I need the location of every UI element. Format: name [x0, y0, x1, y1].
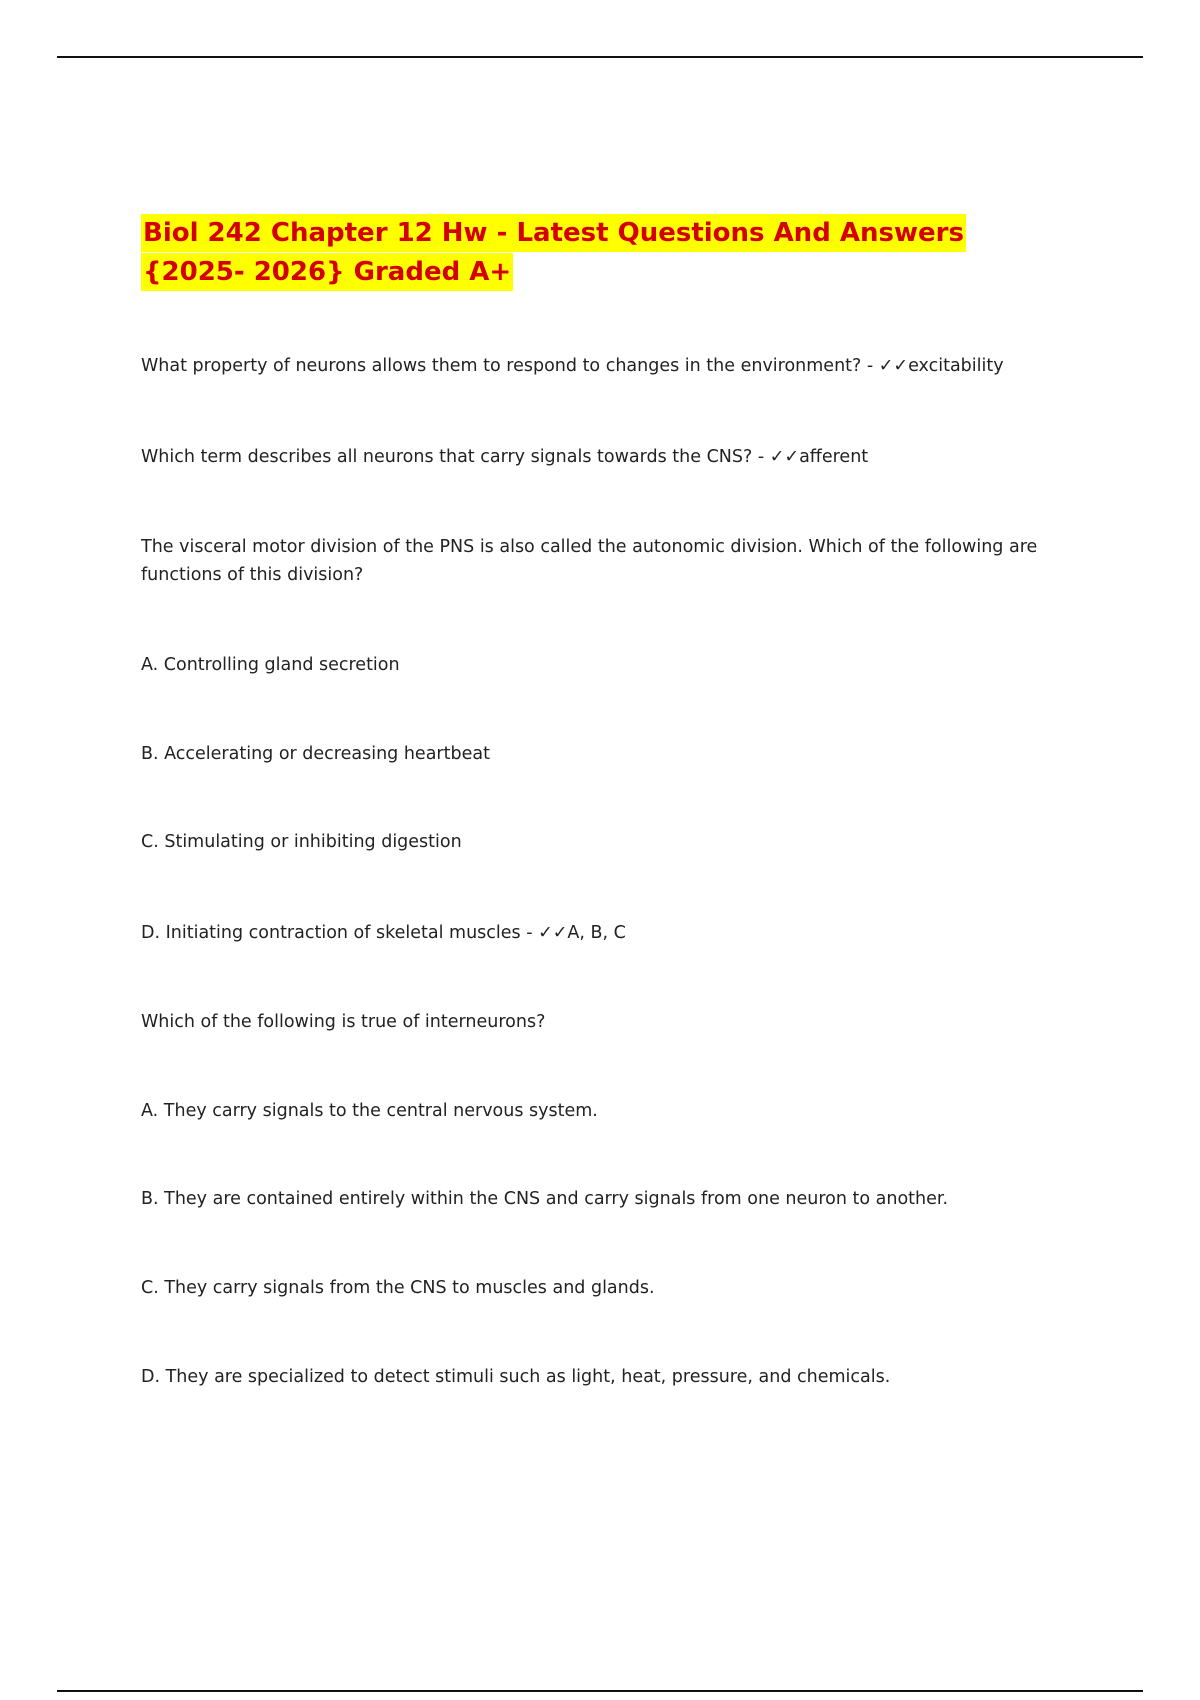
- option-b: [141, 1185, 948, 1213]
- question-text: The visceral motor division of the PNS is also called the autonomic division. Which of the following are functions of this division?: [141, 537, 1038, 585]
- option-text: B. Accelerating or decreasing heartbeat: [141, 744, 490, 764]
- question-interneurons: [141, 1008, 545, 1036]
- answer-text: afferent: [799, 447, 869, 467]
- option-d: [141, 1363, 890, 1391]
- option-text: D. They are specialized to detect stimuli such as light, heat, pressure, and chemicals.: [141, 1367, 891, 1387]
- option-text: B. They are contained entirely within the CNS and carry signals from one neuron to another.: [141, 1189, 949, 1209]
- question-text: Which term describes all neurons that carry signals towards the CNS? -: [141, 447, 770, 467]
- question-afferent: [141, 443, 868, 471]
- option-text: C. They carry signals from the CNS to muscles and glands.: [141, 1278, 655, 1298]
- question-excitability: [141, 352, 1004, 380]
- option-a: [141, 1097, 598, 1125]
- check-icon: ✓✓: [878, 356, 909, 376]
- bottom-rule: [57, 1690, 1143, 1692]
- option-text: A. They carry signals to the central nervous system.: [141, 1101, 598, 1121]
- option-text: C. Stimulating or inhibiting digestion: [141, 832, 462, 852]
- title-line-2: {2025- 2026} Graded A+: [141, 253, 513, 291]
- answer-text: excitability: [908, 356, 1004, 376]
- question-text: What property of neurons allows them to respond to changes in the environment? -: [141, 356, 879, 376]
- option-a: [141, 651, 400, 679]
- top-rule: [57, 56, 1143, 58]
- question-visceral-motor: [141, 533, 1061, 589]
- option-text: D. Initiating contraction of skeletal muscles -: [141, 923, 539, 943]
- check-icon: ✓✓: [769, 447, 800, 467]
- document-title: [141, 214, 1041, 292]
- question-text: Which of the following is true of interneurons?: [141, 1012, 546, 1032]
- option-c: [141, 828, 462, 856]
- option-text: A. Controlling gland secretion: [141, 655, 400, 675]
- option-b: [141, 740, 490, 768]
- title-line-1: Biol 242 Chapter 12 Hw - Latest Questions And Answers: [141, 214, 966, 252]
- check-icon: ✓✓: [538, 923, 568, 943]
- option-c: [141, 1274, 655, 1302]
- option-d: [141, 919, 626, 947]
- answer-text: A, B, C: [567, 923, 626, 943]
